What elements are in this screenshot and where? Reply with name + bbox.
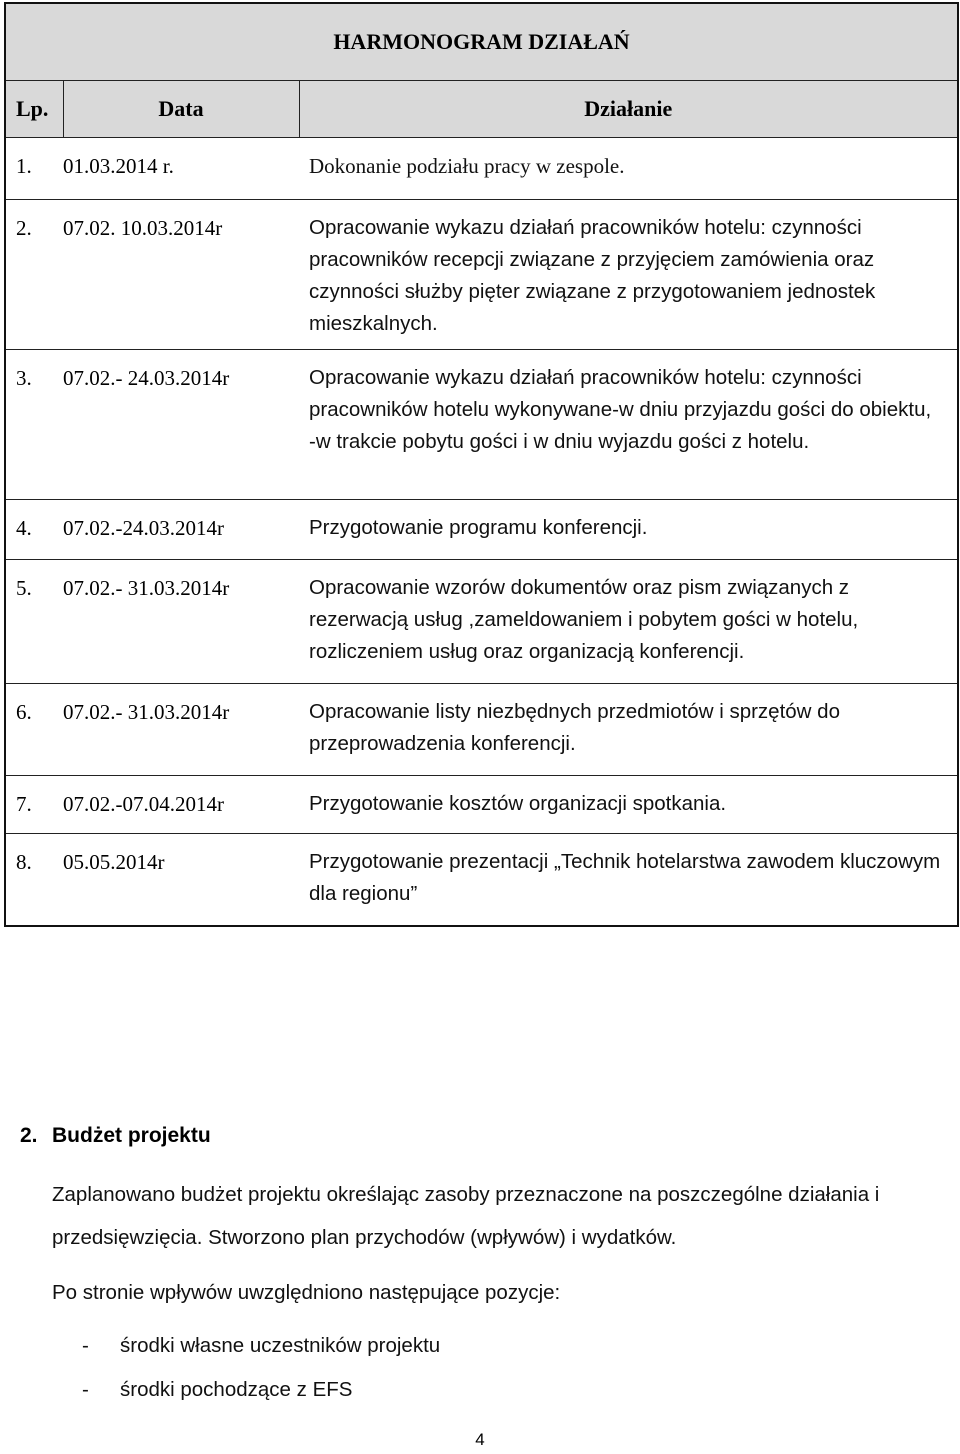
table-row	[5, 834, 958, 926]
row-date: 07.02.- 31.03.2014r	[63, 684, 299, 776]
row-date: 07.02.-24.03.2014r	[63, 500, 299, 560]
row-lp: 6.	[5, 684, 63, 776]
row-date: 07.02. 10.03.2014r	[63, 200, 299, 350]
list-item	[82, 1378, 440, 1422]
row-date: 07.02.- 24.03.2014r	[63, 350, 299, 500]
header-lp: Lp.	[5, 81, 63, 138]
row-action: Opracowanie wzorów dokumentów oraz pism związanych z rezerwacją usług ,zameldowaniem i pobytem gości w hotelu, rozliczeniem usług oraz organizacją konferencji.	[299, 560, 958, 684]
row-action: Dokonanie podziału pracy w zespole.	[299, 138, 958, 200]
page-number: 4	[475, 1430, 485, 1449]
schedule-title: HARMONOGRAM DZIAŁAŃ	[5, 3, 958, 81]
row-lp: 4.	[5, 500, 63, 560]
table-row	[5, 500, 958, 560]
row-lp: 5.	[5, 560, 63, 684]
row-action: Przygotowanie programu konferencji.	[299, 500, 958, 560]
budget-paragraph: Zaplanowano budżet projektu określając zasoby przeznaczone na poszczególne działania i przedsięwzięcia. Stworzono plan przychodów (wpływów) i wydatków.	[52, 1183, 880, 1249]
table-row	[5, 776, 958, 834]
row-lp: 8.	[5, 834, 63, 926]
income-intro-paragraph: Po stronie wpływów uwzględniono następujące pozycje:	[52, 1281, 561, 1304]
row-action: Opracowanie listy niezbędnych przedmiotów i sprzętów do przeprowadzenia konferencji.	[299, 684, 958, 776]
header-action: Działanie	[299, 81, 958, 138]
row-action: Przygotowanie kosztów organizacji spotkania.	[299, 776, 958, 834]
income-list	[82, 1334, 440, 1422]
table-header-row	[5, 81, 958, 138]
row-date: 01.03.2014 r.	[63, 138, 299, 200]
row-date: 07.02.- 31.03.2014r	[63, 560, 299, 684]
row-lp: 7.	[5, 776, 63, 834]
bullet-dash: -	[82, 1378, 89, 1401]
schedule-table	[4, 2, 959, 927]
row-action: Przygotowanie prezentacji „Technik hotelarstwa zawodem kluczowym dla regionu”	[299, 834, 958, 926]
section-title: Budżet projektu	[52, 1124, 211, 1147]
list-item-text: środki pochodzące z EFS	[120, 1378, 353, 1401]
header-date: Data	[63, 81, 299, 138]
table-row	[5, 138, 958, 200]
budget-section-heading	[20, 1124, 211, 1148]
row-action: Opracowanie wykazu działań pracowników hotelu: czynności pracowników hotelu wykonywane-w dniu przyjazdu gości do obiektu, -w trakcie pobytu gości i w dniu wyjazdu gości z hotelu.	[299, 350, 958, 500]
row-action: Opracowanie wykazu działań pracowników hotelu: czynności pracowników recepcji związane z przyjęciem zamówienia oraz czynności służby pięter związane z przygotowaniem jednostek mieszkalnych.	[299, 200, 958, 350]
row-lp: 3.	[5, 350, 63, 500]
table-row	[5, 350, 958, 500]
list-item	[82, 1334, 440, 1378]
table-row	[5, 684, 958, 776]
schedule-title-row	[5, 3, 958, 81]
section-number: 2.	[20, 1124, 38, 1147]
bullet-dash: -	[82, 1334, 89, 1357]
row-date: 07.02.-07.04.2014r	[63, 776, 299, 834]
row-lp: 2.	[5, 200, 63, 350]
list-item-text: środki własne uczestników projektu	[120, 1334, 441, 1357]
row-lp: 1.	[5, 138, 63, 200]
table-row	[5, 560, 958, 684]
row-date: 05.05.2014r	[63, 834, 299, 926]
table-row	[5, 200, 958, 350]
